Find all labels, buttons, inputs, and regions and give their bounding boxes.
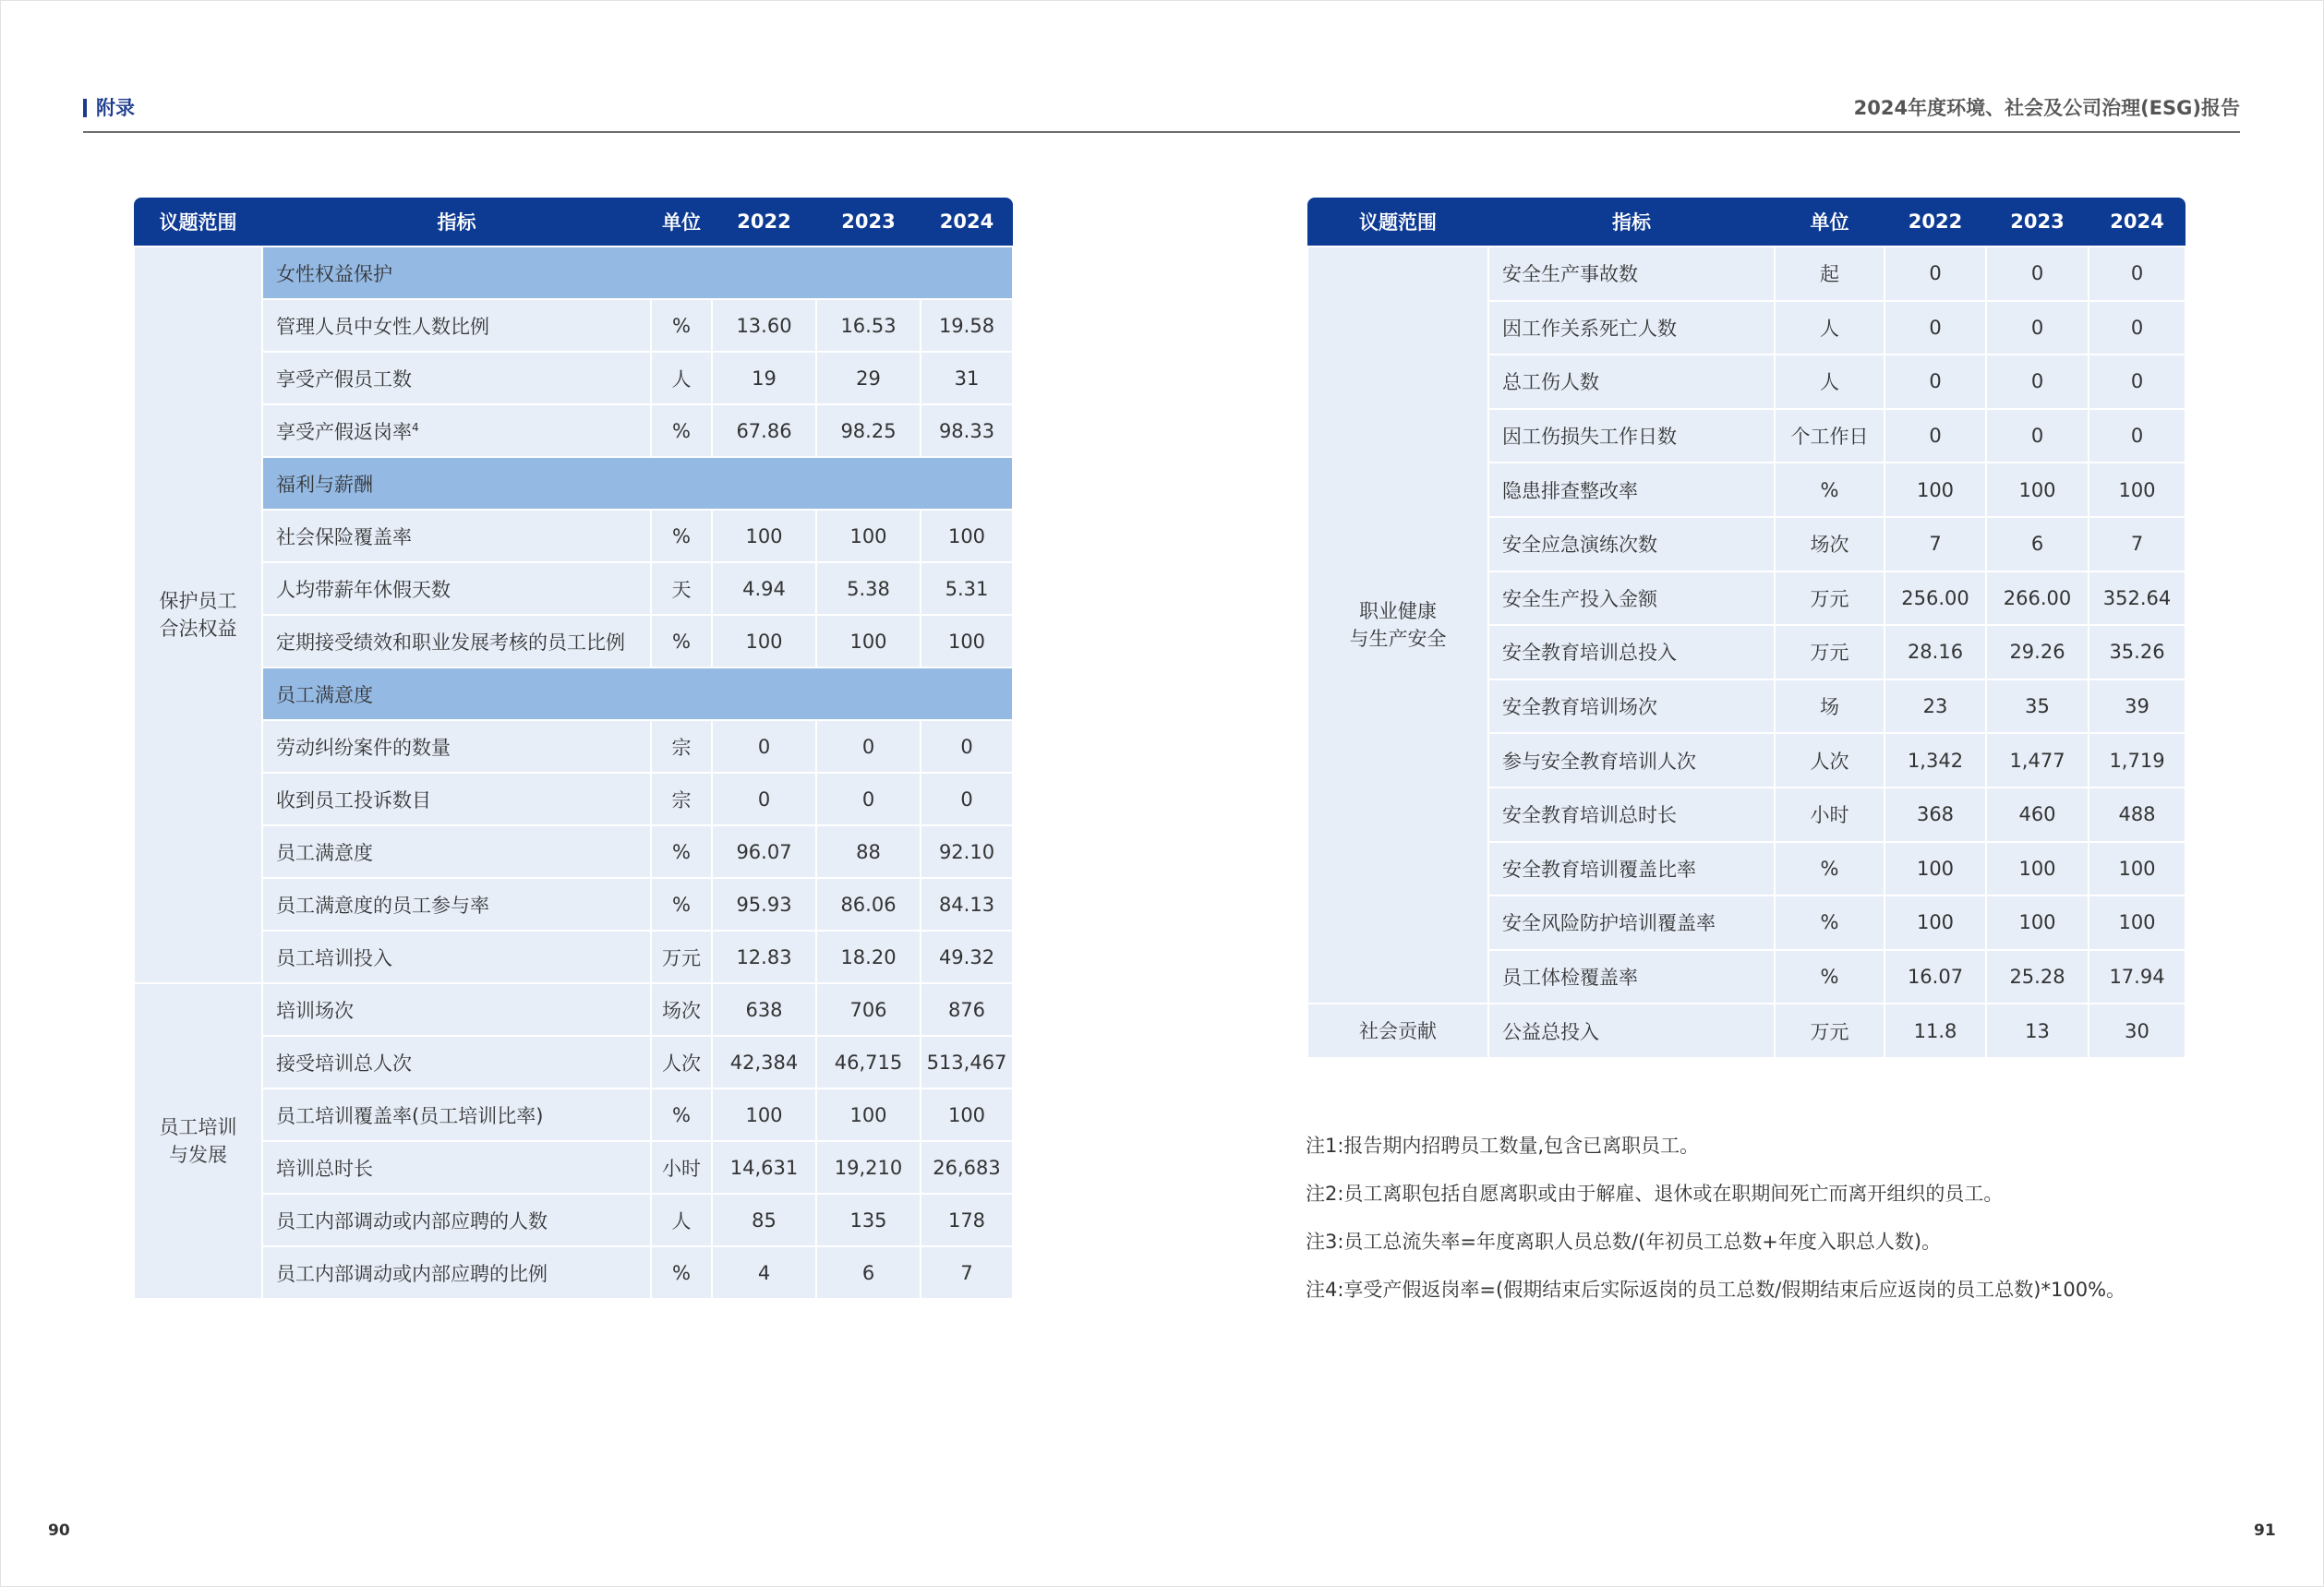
value-cell: 460 [1986,787,2089,842]
topic-cell: 职业健康 与生产安全 [1307,246,1488,1004]
indicator-cell: 因工作关系死亡人数 [1488,301,1775,355]
unit-cell: 人 [651,352,712,404]
value-cell: 100 [1884,896,1986,950]
indicator-cell: 隐患排查整改率 [1488,463,1775,517]
unit-cell: 万元 [1775,571,1884,626]
value-cell: 256.00 [1884,571,1986,626]
value-cell: 23 [1884,679,1986,734]
section-title: 附录 [83,98,135,118]
value-cell: 35.26 [2089,625,2186,679]
unit-cell: % [651,878,712,931]
unit-cell: % [1775,950,1884,1004]
unit-cell: 人次 [1775,733,1884,787]
value-cell: 100 [1884,842,1986,896]
table-row [134,299,1013,352]
value-cell: 100 [1884,463,1986,517]
indicator-cell: 安全风险防护培训覆盖率 [1488,896,1775,950]
table-row [134,562,1013,615]
unit-cell: 宗 [651,773,712,825]
value-cell: 0 [1884,301,1986,355]
page-number-right: 91 [2254,1521,2276,1540]
value-cell: 19.58 [921,299,1013,352]
table-row [134,404,1013,457]
footnote-marker: 4 [412,420,419,434]
topic-cell: 员工培训 与发展 [134,983,262,1299]
table-row [134,878,1013,931]
indicator-cell: 接受培训总人次 [262,1036,651,1088]
indicator-cell: 安全生产投入金额 [1488,571,1775,626]
value-cell: 100 [816,510,921,562]
value-cell: 19,210 [816,1141,921,1194]
subheader-row [134,246,1013,299]
indicator-cell: 员工培训投入 [262,931,651,983]
table-row [134,1141,1013,1194]
value-cell: 42,384 [712,1036,816,1088]
unit-cell: % [1775,842,1884,896]
value-cell: 46,715 [816,1036,921,1088]
indicator-cell: 公益总投入 [1488,1004,1775,1058]
value-cell: 7 [1884,517,1986,571]
value-cell: 100 [1986,896,2089,950]
indicator-cell: 安全应急演练次数 [1488,517,1775,571]
value-cell: 100 [1986,842,2089,896]
indicator-cell: 人均带薪年休假天数 [262,562,651,615]
unit-cell: % [651,1088,712,1141]
value-cell: 0 [2089,355,2186,409]
indicator-cell: 收到员工投诉数目 [262,773,651,825]
value-cell: 488 [2089,787,2186,842]
unit-cell: % [651,404,712,457]
value-cell: 0 [712,720,816,773]
value-cell: 92.10 [921,825,1013,878]
unit-cell: 人 [1775,355,1884,409]
value-cell: 28.16 [1884,625,1986,679]
indicator-cell: 安全教育培训覆盖比率 [1488,842,1775,896]
unit-cell: 人次 [651,1036,712,1088]
value-cell: 100 [816,615,921,667]
value-cell: 0 [2089,301,2186,355]
indicator-cell: 员工内部调动或内部应聘的比例 [262,1246,651,1299]
indicator-cell: 安全生产事故数 [1488,246,1775,301]
value-cell: 1,719 [2089,733,2186,787]
subheader-row [134,457,1013,510]
table-row [134,825,1013,878]
indicator-cell: 培训总时长 [262,1141,651,1194]
value-cell: 100 [2089,463,2186,517]
value-cell: 0 [1884,409,1986,463]
unit-cell: % [1775,463,1884,517]
page-number-left: 90 [48,1521,70,1540]
column-header-unit: 单位 [651,198,712,246]
value-cell: 19 [712,352,816,404]
column-header-topic: 议题范围 [1307,198,1488,246]
indicator-cell: 员工内部调动或内部应聘的人数 [262,1194,651,1246]
value-cell: 96.07 [712,825,816,878]
unit-cell: 个工作日 [1775,409,1884,463]
unit-cell: % [651,615,712,667]
indicator-cell: 定期接受绩效和职业发展考核的员工比例 [262,615,651,667]
indicator-cell: 总工伤人数 [1488,355,1775,409]
table-row [134,352,1013,404]
value-cell: 11.8 [1884,1004,1986,1058]
value-cell: 100 [921,615,1013,667]
unit-cell: 小时 [1775,787,1884,842]
value-cell: 100 [921,510,1013,562]
value-cell: 4 [712,1246,816,1299]
value-cell: 4.94 [712,562,816,615]
value-cell: 638 [712,983,816,1036]
indicator-cell: 安全教育培训总时长 [1488,787,1775,842]
value-cell: 0 [1986,301,2089,355]
unit-cell: % [651,825,712,878]
table-row [134,510,1013,562]
value-cell: 13.60 [712,299,816,352]
value-cell: 98.25 [816,404,921,457]
table-row [134,773,1013,825]
value-cell: 352.64 [2089,571,2186,626]
table-header-row [134,198,1013,246]
value-cell: 368 [1884,787,1986,842]
subheader-cell: 员工满意度 [262,667,1013,720]
topic-cell: 保护员工 合法权益 [134,246,262,983]
table-row [1307,246,2186,301]
indicator-cell: 劳动纠纷案件的数量 [262,720,651,773]
column-header-2022: 2022 [712,198,816,246]
value-cell: 13 [1986,1004,2089,1058]
indicator-cell: 参与安全教育培训人次 [1488,733,1775,787]
column-header-2023: 2023 [816,198,921,246]
value-cell: 16.53 [816,299,921,352]
indicator-cell: 享受产假员工数 [262,352,651,404]
table-row [134,931,1013,983]
table-row [134,1036,1013,1088]
page-header [83,92,2240,133]
value-cell: 88 [816,825,921,878]
value-cell: 0 [921,720,1013,773]
value-cell: 26,683 [921,1141,1013,1194]
table-row [1307,1004,2186,1058]
table-row [134,1246,1013,1299]
value-cell: 100 [921,1088,1013,1141]
value-cell: 39 [2089,679,2186,734]
value-cell: 29.26 [1986,625,2089,679]
unit-cell: % [651,510,712,562]
footnote: 注3:员工总流失率=年度离职人员总数/(年初员工总数+年度入职总人数)。 [1306,1231,1942,1253]
value-cell: 706 [816,983,921,1036]
value-cell: 0 [921,773,1013,825]
indicator-cell: 员工满意度的员工参与率 [262,878,651,931]
footnote: 注4:享受产假返岗率=(假期结束后实际返岗的员工总数/假期结束后应返岗的员工总数)*100%。 [1306,1279,2126,1301]
unit-cell: 小时 [651,1141,712,1194]
subheader-cell: 女性权益保护 [262,246,1013,299]
unit-cell: 场次 [651,983,712,1036]
column-header-indicator: 指标 [1488,198,1775,246]
table-row [134,983,1013,1036]
value-cell: 0 [1986,246,2089,301]
employee-data-table [133,198,1014,1300]
value-cell: 12.83 [712,931,816,983]
table-row [134,1194,1013,1246]
value-cell: 6 [1986,517,2089,571]
footnote: 注2:员工离职包括自愿离职或由于解雇、退休或在职期间死亡而离开组织的员工。 [1306,1183,2004,1205]
value-cell: 1,342 [1884,733,1986,787]
column-header-topic: 议题范围 [134,198,262,246]
value-cell: 100 [816,1088,921,1141]
unit-cell: 万元 [651,931,712,983]
value-cell: 100 [2089,842,2186,896]
value-cell: 135 [816,1194,921,1246]
value-cell: 84.13 [921,878,1013,931]
column-header-2024: 2024 [2089,198,2186,246]
value-cell: 0 [816,773,921,825]
footnotes [1306,1132,2229,1324]
value-cell: 16.07 [1884,950,1986,1004]
unit-cell: 天 [651,562,712,615]
value-cell: 6 [816,1246,921,1299]
value-cell: 35 [1986,679,2089,734]
value-cell: 25.28 [1986,950,2089,1004]
column-header-indicator: 指标 [262,198,651,246]
indicator-cell: 员工满意度 [262,825,651,878]
value-cell: 100 [712,1088,816,1141]
unit-cell: 万元 [1775,1004,1884,1058]
value-cell: 85 [712,1194,816,1246]
unit-cell: 场次 [1775,517,1884,571]
subheader-row [134,667,1013,720]
value-cell: 5.31 [921,562,1013,615]
value-cell: 17.94 [2089,950,2186,1004]
value-cell: 0 [1986,409,2089,463]
table-row [134,1088,1013,1141]
value-cell: 7 [2089,517,2186,571]
unit-cell: % [651,299,712,352]
indicator-cell: 因工伤损失工作日数 [1488,409,1775,463]
indicator-cell: 员工培训覆盖率(员工培训比率) [262,1088,651,1141]
safety-data-table [1306,198,2186,1059]
table-row [134,720,1013,773]
unit-cell: 万元 [1775,625,1884,679]
value-cell: 100 [2089,896,2186,950]
report-title: 2024年度环境、社会及公司治理(ESG)报告 [1853,97,2240,119]
indicator-cell: 社会保险覆盖率 [262,510,651,562]
column-header-2023: 2023 [1986,198,2089,246]
indicator-text: 享受产假返岗率 [276,420,412,443]
value-cell: 100 [1986,463,2089,517]
value-cell: 98.33 [921,404,1013,457]
value-cell: 0 [712,773,816,825]
value-cell: 0 [816,720,921,773]
value-cell: 0 [1986,355,2089,409]
indicator-cell: 安全教育培训总投入 [1488,625,1775,679]
value-cell: 876 [921,983,1013,1036]
value-cell: 5.38 [816,562,921,615]
column-header-2024: 2024 [921,198,1013,246]
value-cell: 1,477 [1986,733,2089,787]
value-cell: 18.20 [816,931,921,983]
table-row [134,615,1013,667]
unit-cell: 场 [1775,679,1884,734]
unit-cell: 宗 [651,720,712,773]
footnote: 注1:报告期内招聘员工数量,包含已离职员工。 [1306,1135,1700,1157]
value-cell: 178 [921,1194,1013,1246]
value-cell: 31 [921,352,1013,404]
indicator-cell: 安全教育培训场次 [1488,679,1775,734]
unit-cell: 人 [651,1194,712,1246]
value-cell: 0 [2089,409,2186,463]
value-cell: 14,631 [712,1141,816,1194]
value-cell: 7 [921,1246,1013,1299]
value-cell: 86.06 [816,878,921,931]
column-header-unit: 单位 [1775,198,1884,246]
value-cell: 0 [1884,246,1986,301]
value-cell: 100 [712,615,816,667]
unit-cell: 人 [1775,301,1884,355]
table-header-row [1307,198,2186,246]
unit-cell: 起 [1775,246,1884,301]
topic-cell: 社会贡献 [1307,1004,1488,1058]
value-cell: 513,467 [921,1036,1013,1088]
indicator-cell [262,404,651,457]
indicator-cell: 管理人员中女性人数比例 [262,299,651,352]
indicator-cell: 员工体检覆盖率 [1488,950,1775,1004]
subheader-cell: 福利与薪酬 [262,457,1013,510]
value-cell: 266.00 [1986,571,2089,626]
column-header-2022: 2022 [1884,198,1986,246]
indicator-cell: 培训场次 [262,983,651,1036]
value-cell: 29 [816,352,921,404]
value-cell: 30 [2089,1004,2186,1058]
value-cell: 100 [712,510,816,562]
value-cell: 0 [1884,355,1986,409]
unit-cell: % [651,1246,712,1299]
value-cell: 49.32 [921,931,1013,983]
value-cell: 0 [2089,246,2186,301]
value-cell: 67.86 [712,404,816,457]
value-cell: 95.93 [712,878,816,931]
unit-cell: % [1775,896,1884,950]
